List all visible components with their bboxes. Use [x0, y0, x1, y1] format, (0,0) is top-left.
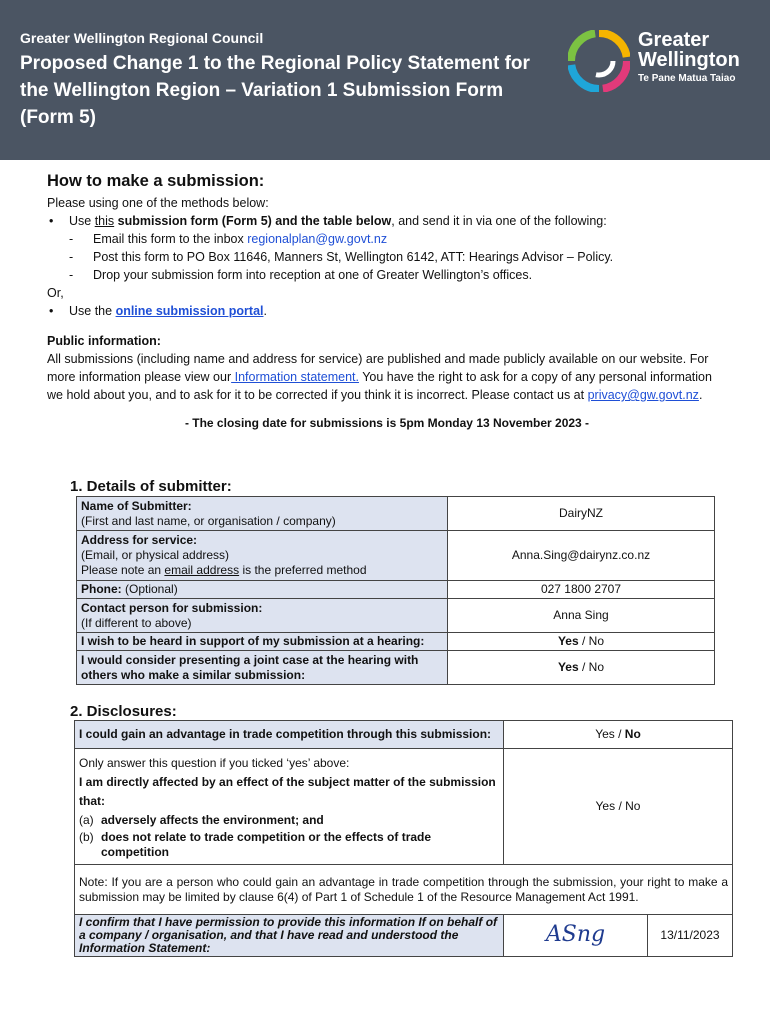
trade-choice[interactable]: Yes / No	[504, 721, 733, 749]
disclosures-title: 2. Disclosures:	[70, 703, 177, 720]
page-title: Proposed Change 1 to the Regional Policy Statement for the Wellington Region – Variation 1 Submission Form (Form 5)	[20, 53, 530, 128]
logo-subtitle: Te Pane Matua Taiao	[638, 73, 736, 84]
phone-field[interactable]: 027 1800 2707	[448, 581, 715, 599]
table-row: I would consider presenting a joint case at the hearing with others who make a similar submission: Yes / No	[77, 651, 715, 685]
closing-date: - The closing date for submissions is 5pm Monday 13 November 2023 -	[184, 416, 590, 430]
page-header	[0, 0, 770, 160]
table-row: Name of Submitter: (First and last name, or organisation / company) DairyNZ	[77, 497, 715, 531]
bullet-form: • Use this submission form (Form 5) and the table below, and send it in via one of the following:	[47, 212, 727, 230]
name-field[interactable]: DairyNZ	[448, 497, 715, 531]
gw-logo	[568, 30, 763, 92]
signature-image: ASng	[545, 921, 606, 947]
details-title: 1. Details of submitter:	[70, 478, 232, 495]
affected-choice[interactable]: Yes / No	[504, 749, 733, 865]
table-row: Address for service: (Email, or physical address) Please note an email address is the preferred method Anna.Sing@dairynz.co.nz	[77, 531, 715, 581]
heard-choice[interactable]: Yes / No	[448, 633, 715, 651]
table-row: Only answer this question if you ticked ‘yes’ above: I am directly affected by an effect of the subject matter of the submission that: (a) adversely affects the environment; and (b) does not relate to trade competition or the effects of trade competition Yes / No	[75, 749, 733, 865]
address-field[interactable]: Anna.Sing@dairynz.co.nz	[448, 531, 715, 581]
information-statement-link[interactable]: Information statement.	[231, 370, 359, 384]
public-heading: Public information:	[47, 334, 161, 348]
how-heading: How to make a submission:	[47, 172, 265, 190]
inbox-email-link[interactable]: regionalplan@gw.govt.nz	[247, 232, 388, 246]
logo-swirl-icon	[568, 30, 630, 92]
table-row: Contact person for submission: (If different to above) Anna Sing	[77, 599, 715, 633]
table-row: I confirm that I have permission to provide this information If on behalf of a company / organisation, and that I have read and understood the Information Statement: ASng 13/11/2023	[75, 915, 733, 957]
public-text: All submissions (including name and address for service) are published and made publicly available on our website. For more information please view our Information statement. You have the right to ask for a copy of any personal information we hold about you, and to ask for it to be corrected if you think it is incorrect. Please contact us at privacy@gw.govt.nz.	[47, 352, 712, 402]
logo-text-greater: Greater	[638, 29, 710, 51]
joint-choice[interactable]: Yes / No	[448, 651, 715, 685]
org-name: Greater Wellington Regional Council	[20, 30, 264, 46]
dash-post: - Post this form to PO Box 11646, Manners St, Wellington 6142, ATT: Hearings Advisor – Policy.	[47, 248, 727, 266]
details-table	[76, 496, 715, 685]
table-row: Phone: (Optional) 027 1800 2707	[77, 581, 715, 599]
table-row: Note: If you are a person who could gain an advantage in trade competition through the submission, your right to make a submission may be limited by clause 6(4) of Part 1 of Schedule 1 of the Resource Management Act 1991.	[75, 865, 733, 915]
or-text: Or,	[47, 286, 64, 300]
table-row: I wish to be heard in support of my submission at a hearing: Yes / No	[77, 633, 715, 651]
privacy-email-link[interactable]: privacy@gw.govt.nz	[587, 388, 699, 402]
logo-text-wellington: Wellington	[638, 49, 740, 71]
dash-email: - Email this form to the inbox regionalplan@gw.govt.nz	[47, 230, 727, 248]
signature-field[interactable]	[504, 915, 648, 957]
contact-field[interactable]: Anna Sing	[448, 599, 715, 633]
dash-drop: - Drop your submission form into reception at one of Greater Wellington’s offices.	[47, 266, 727, 284]
disclosures-table	[74, 720, 733, 957]
bullet-portal: • Use the online submission portal.	[47, 302, 727, 320]
date-field[interactable]: 13/11/2023	[648, 915, 733, 957]
table-row: I could gain an advantage in trade competition through this submission: Yes / No	[75, 721, 733, 749]
instructions	[47, 170, 727, 432]
how-intro: Please using one of the methods below:	[47, 196, 269, 210]
online-portal-link[interactable]: online submission portal	[115, 304, 264, 318]
